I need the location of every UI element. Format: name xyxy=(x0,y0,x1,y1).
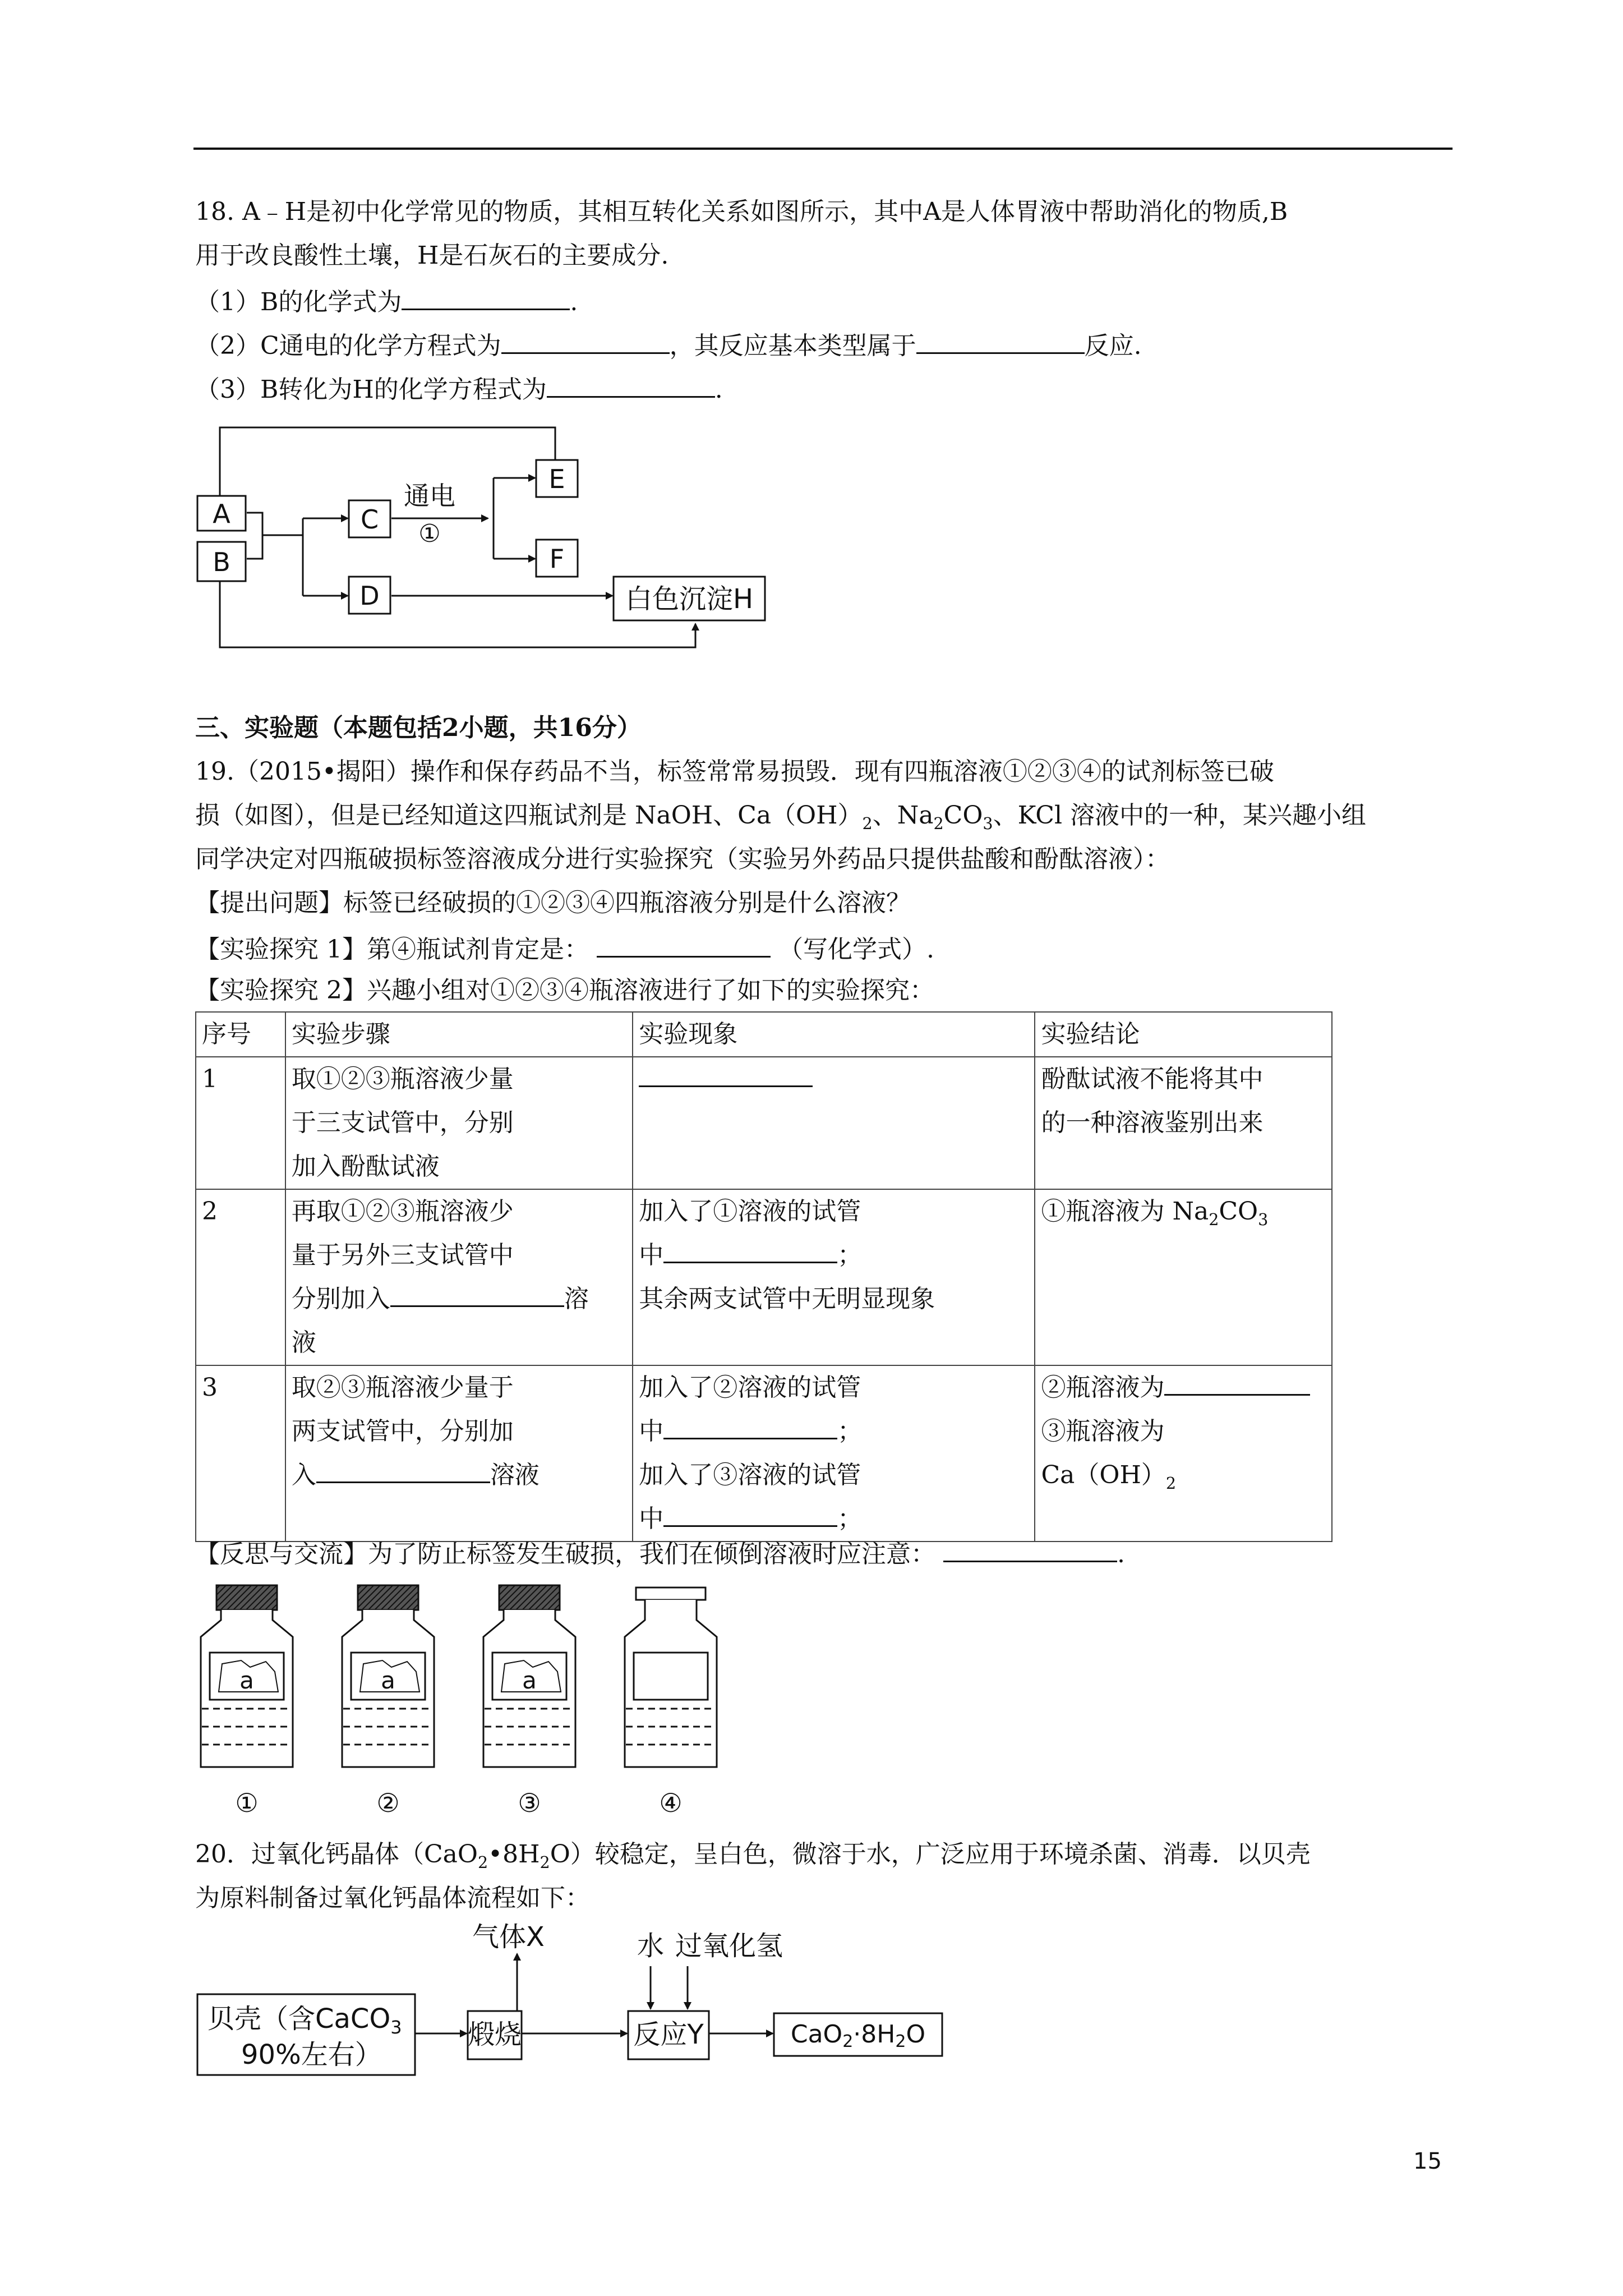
flow-label-h2o2: 过氧化氢 xyxy=(675,1930,783,1962)
q18-sub1 xyxy=(195,285,578,318)
edge-label-electrolysis: 通电 xyxy=(404,481,455,511)
row2-phen-text: ； xyxy=(837,1241,863,1269)
row2-step-line: 量于另外三支试管中 xyxy=(291,1241,514,1269)
q18-sub2-end: 反应. xyxy=(1084,331,1142,360)
q18-sub2-mid: ，其反应基本类型属于 xyxy=(669,331,916,360)
flow-label-gas-x: 气体X xyxy=(472,1921,545,1953)
bottle-2 xyxy=(342,1585,434,1767)
q19-line2-sub: 2 xyxy=(862,813,873,833)
q19-line5 xyxy=(195,932,934,965)
row1-step-line: 加入酚酞试液 xyxy=(291,1152,440,1181)
table-row xyxy=(196,1057,1332,1189)
row3-phen-text: ； xyxy=(837,1417,863,1446)
row3-result-text: ②瓶溶液为 xyxy=(1041,1373,1165,1402)
answer-blank[interactable] xyxy=(639,1062,813,1087)
row3-phen-line xyxy=(639,1497,1029,1541)
node-A-label: A xyxy=(213,499,230,529)
row1-step-line: 于三支试管中，分别 xyxy=(291,1108,514,1137)
answer-blank[interactable] xyxy=(916,329,1085,354)
bottle-label-letter: a xyxy=(239,1667,254,1694)
q19-reflect xyxy=(195,1537,1125,1570)
row3-conclusion xyxy=(1035,1365,1332,1542)
q19-reflect-end: . xyxy=(1117,1539,1125,1568)
node-E-label: E xyxy=(548,464,565,494)
node-H-label: 白色沉淀H xyxy=(625,583,754,615)
q19-reflect-text: 【反思与交流】为了防止标签发生破损，我们在倾倒溶液时应注意： xyxy=(195,1539,935,1568)
flow-box-shell-sub: 3 xyxy=(390,2017,402,2038)
q19-line1: 19.（2015•揭阳）操作和保存药品不当，标签常常易损毁．现有四瓶溶液①②③④的试剂标签已破 xyxy=(195,757,1274,786)
q18-sub2 xyxy=(195,329,1142,361)
q20-line2: 为原料制备过氧化钙晶体流程如下： xyxy=(195,1884,590,1912)
reagent-bottles-figure xyxy=(191,1576,763,1829)
row3-phen-text: ； xyxy=(837,1504,863,1533)
row3-result-sub: 2 xyxy=(1165,1473,1177,1493)
flow-box-shell-line1 xyxy=(208,2003,402,2038)
answer-blank[interactable] xyxy=(501,329,670,354)
q20-line1 xyxy=(195,1840,1311,1872)
table-header-phenomenon: 实验现象 xyxy=(633,1012,1035,1057)
row2-result-text: ①瓶溶液为 Na xyxy=(1041,1197,1209,1226)
row1-result-line: 酚酞试液不能将其中 xyxy=(1041,1065,1264,1093)
q19-line6: 【实验探究 2】兴趣小组对①②③④瓶溶液进行了如下的实验探究： xyxy=(195,976,934,1005)
row2-phen-line: 加入了①溶液的试管 xyxy=(639,1197,861,1226)
table-header-no: 序号 xyxy=(196,1012,285,1057)
row2-phen-line: 其余两支试管中无明显现象 xyxy=(639,1285,935,1313)
bottle-number-3: ③ xyxy=(518,1788,541,1818)
answer-blank[interactable] xyxy=(663,1238,837,1263)
q18-sub3-text: （3）B转化为H的化学方程式为 xyxy=(195,375,547,404)
row1-conclusion xyxy=(1035,1057,1332,1189)
product-text: O xyxy=(906,2020,926,2049)
table-header-conclusion: 实验结论 xyxy=(1035,1012,1332,1057)
answer-blank[interactable] xyxy=(390,1282,564,1307)
q19-line2-c: CO xyxy=(943,801,983,830)
node-C-label: C xyxy=(360,504,379,535)
header-rule xyxy=(193,148,1453,150)
q20-line1-c: O）较稳定，呈白色，微溶于水，广泛应用于环境杀菌、消毒．以贝壳 xyxy=(550,1840,1311,1869)
row3-result-text: Ca（OH） xyxy=(1041,1461,1166,1489)
q18-sub1-end: . xyxy=(570,287,578,316)
bottle-1 xyxy=(201,1585,293,1767)
row3-phen-line: 加入了③溶液的试管 xyxy=(639,1461,861,1489)
row1-no: 1 xyxy=(196,1057,285,1189)
table-row xyxy=(196,1189,1332,1365)
answer-blank[interactable] xyxy=(943,1537,1117,1562)
q18-line1: 18. A﹣H是初中化学常见的物质，其相互转化关系如图所示，其中A是人体胃液中帮助消化的物质,B xyxy=(195,197,1288,226)
bottle-3 xyxy=(483,1585,575,1767)
row3-step-line xyxy=(292,1453,626,1497)
bottle-label-letter: a xyxy=(381,1667,395,1694)
node-D-label: D xyxy=(359,581,380,611)
answer-blank[interactable] xyxy=(316,1458,490,1483)
flow-label-water: 水 xyxy=(637,1930,665,1962)
bottle-4 xyxy=(625,1588,717,1767)
row3-phenomenon xyxy=(633,1365,1035,1542)
answer-blank[interactable] xyxy=(402,285,570,310)
q18-sub3-end: . xyxy=(714,375,723,404)
q18-transformation-diagram xyxy=(191,415,796,662)
row2-step-text: 溶 xyxy=(564,1285,589,1313)
q19-line3: 同学决定对四瓶破损标签溶液成分进行实验探究（实验另外药品只提供盐酸和酚酞溶液）： xyxy=(195,845,1170,873)
row2-result-sub: 3 xyxy=(1258,1209,1269,1229)
bottle-number-4: ④ xyxy=(659,1788,683,1818)
q19-line4: 【提出问题】标签已经破损的①②③④四瓶溶液分别是什么溶液？ xyxy=(195,889,911,917)
answer-blank[interactable] xyxy=(1164,1370,1310,1396)
row1-phenomenon xyxy=(633,1057,1035,1189)
q19-line2 xyxy=(195,801,1366,833)
row3-step-text: 入 xyxy=(291,1461,316,1489)
row3-phen-line xyxy=(639,1410,1029,1453)
row2-phen-line xyxy=(639,1234,1029,1277)
answer-blank[interactable] xyxy=(663,1414,837,1439)
row3-step-line: 取②③瓶溶液少量于 xyxy=(291,1373,514,1402)
row3-no: 3 xyxy=(196,1365,285,1542)
q19-line5-end: （写化学式）. xyxy=(778,935,934,964)
row3-step xyxy=(285,1365,633,1542)
q18-sub1-text: （1）B的化学式为 xyxy=(195,287,402,316)
row3-result-line xyxy=(1041,1453,1326,1505)
row3-step-line: 两支试管中，分别加 xyxy=(291,1417,514,1446)
flow-box-reaction-label: 反应Y xyxy=(633,2019,704,2050)
row2-result-sub: 2 xyxy=(1209,1209,1219,1229)
answer-blank[interactable] xyxy=(547,372,715,398)
product-sub: 2 xyxy=(842,2032,854,2051)
flow-box-shell-text: 贝壳（含CaCO xyxy=(208,2003,391,2035)
q19-line2-a: 损（如图），但是已经知道这四瓶试剂是 NaOH、Ca（OH） xyxy=(195,801,863,830)
row2-step xyxy=(285,1189,633,1365)
q19-line2-sub: 2 xyxy=(933,813,944,833)
q18-sub3 xyxy=(195,372,723,405)
node-B-label: B xyxy=(213,547,230,577)
q20-line1-sub: 2 xyxy=(540,1852,550,1872)
product-text: CaO xyxy=(790,2020,843,2049)
product-sub: 2 xyxy=(895,2032,906,2051)
row2-result-line xyxy=(1041,1190,1326,1241)
row3-result-line: ③瓶溶液为 xyxy=(1041,1417,1165,1446)
answer-blank[interactable] xyxy=(663,1502,837,1527)
row3-step-text: 溶液 xyxy=(490,1461,540,1489)
q20-line1-b: •8H xyxy=(488,1840,540,1869)
row2-result-text: CO xyxy=(1219,1197,1258,1226)
node-F-label: F xyxy=(549,544,565,574)
section3-title: 三、实验题（本题包括2小题，共16分） xyxy=(195,714,642,742)
row1-step xyxy=(285,1057,633,1189)
q19-line2-b: 、Na xyxy=(872,801,934,830)
q20-line1-a: 20．过氧化钙晶体（CaO xyxy=(195,1840,478,1869)
row2-step-line: 液 xyxy=(291,1328,316,1357)
q19-line2-d: 、KCl 溶液中的一种，某兴趣小组 xyxy=(993,801,1367,830)
row2-step-text: 分别加入 xyxy=(291,1285,390,1313)
bottle-label-letter: a xyxy=(522,1667,537,1694)
product-text: ·8H xyxy=(853,2020,896,2049)
table-header-step: 实验步骤 xyxy=(285,1012,633,1057)
row3-result-line xyxy=(1041,1366,1326,1410)
row2-conclusion xyxy=(1035,1189,1332,1365)
q19-line2-sub: 3 xyxy=(983,813,993,833)
row3-phen-text: 中 xyxy=(639,1417,664,1446)
answer-blank[interactable] xyxy=(597,932,771,958)
experiment-table xyxy=(195,1011,1332,1542)
q18-sub2-text: （2）C通电的化学方程式为 xyxy=(195,331,501,360)
row2-step-line: 再取①②③瓶溶液少 xyxy=(291,1197,514,1226)
row2-no: 2 xyxy=(196,1189,285,1365)
edge-label-number: ① xyxy=(418,519,441,548)
row3-phen-line: 加入了②溶液的试管 xyxy=(639,1373,861,1402)
flow-box-shell-line2: 90%左右） xyxy=(241,2039,382,2070)
row3-phen-text: 中 xyxy=(639,1504,664,1533)
row2-phen-text: 中 xyxy=(639,1241,664,1269)
q20-line1-sub: 2 xyxy=(477,1852,488,1872)
q20-process-flow xyxy=(191,1921,976,2090)
page-number: 15 xyxy=(1413,2148,1442,2174)
bottle-number-2: ② xyxy=(376,1788,400,1818)
row1-result-line: 的一种溶液鉴别出来 xyxy=(1041,1108,1264,1137)
flow-box-calcine-label: 煅烧 xyxy=(467,2019,522,2050)
row2-phenomenon xyxy=(633,1189,1035,1365)
table-row xyxy=(196,1365,1332,1542)
q18-line2: 用于改良酸性土壤，H是石灰石的主要成分. xyxy=(195,241,669,270)
bottle-number-1: ① xyxy=(235,1788,259,1818)
q19-line5-text: 【实验探究 1】第④瓶试剂肯定是： xyxy=(195,935,589,964)
row2-step-line xyxy=(292,1277,626,1321)
row1-step-line: 取①②③瓶溶液少量 xyxy=(291,1065,514,1093)
